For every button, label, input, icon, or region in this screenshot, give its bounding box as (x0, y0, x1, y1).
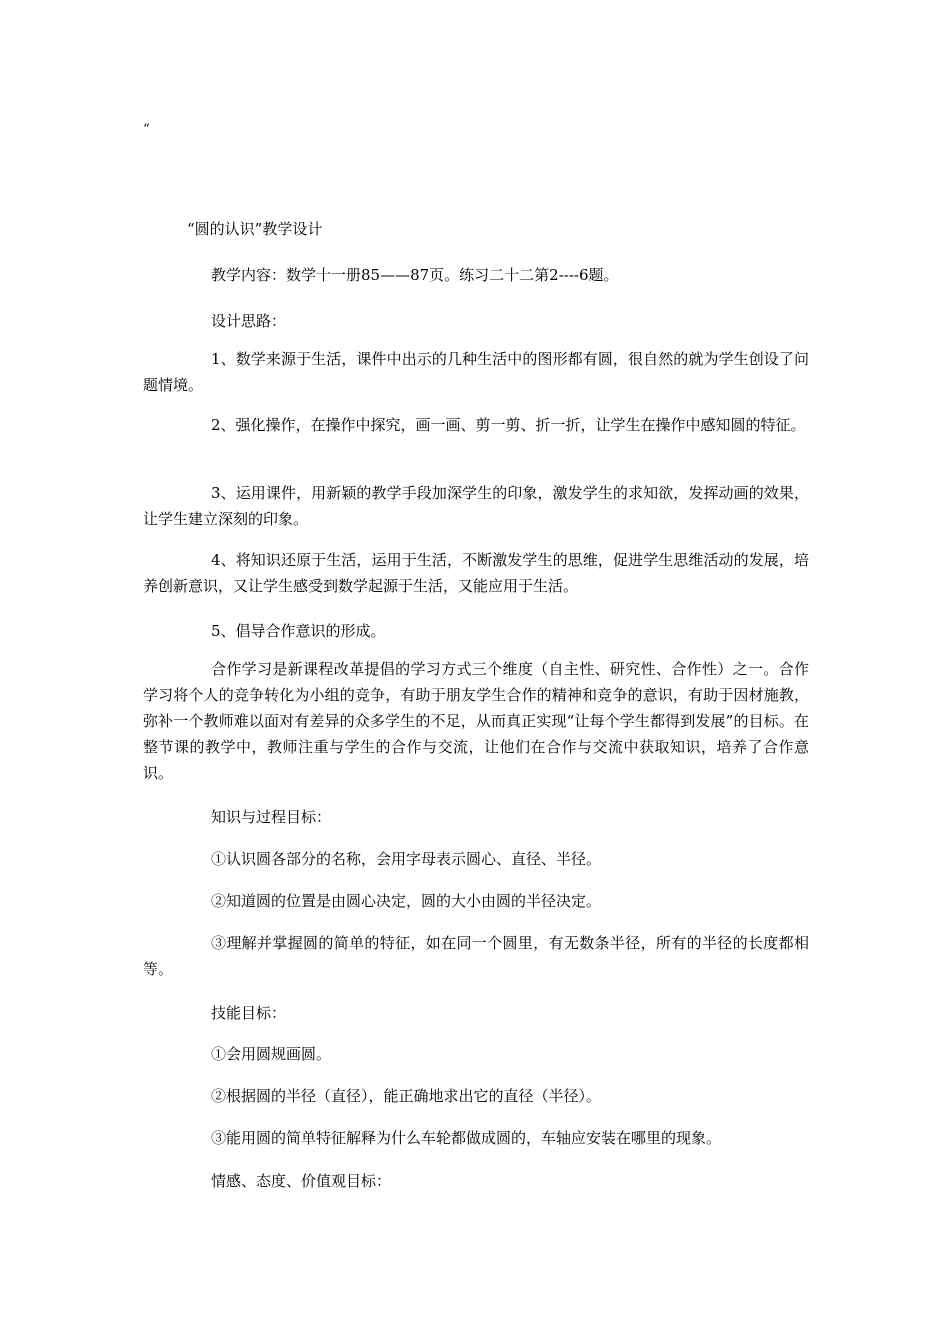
knowledge-goal-2: ②知道圆的位置是由圆心决定，圆的大小由圆的半径决定。 (211, 892, 602, 910)
design-idea-5: 5、倡导合作意识的形成。 (211, 622, 386, 640)
design-idea-1: 1、数学来源于生活，课件中出示的几种生活中的图形都有圆，很自然的就为学生创设了问题情境。 (143, 350, 809, 394)
skill-goal-1: ①会用圆规画圆。 (211, 1045, 332, 1063)
design-idea-4: 4、将知识还原于生活，运用于生活，不断激发学生的思维，促进学生思维活动的发展，培养创新意识，又让学生感受到数学起源于生活，又能应用于生活。 (143, 551, 809, 595)
cooperative-learning-paragraph: 合作学习是新课程改革提倡的学习方式三个维度（自主性、研究性、合作性）之一。合作学习将个人的竞争转化为小组的竞争，有助于朋友学生合作的精神和竞争的意识，有助于因材施教，弥补一个教师难以面对有差异的众多学生的不足，从而真正实现“让每个学生都得到发展”的目标。在整节课的教学中，教师注重与学生的合作与交流，让他们在合作与交流中获取知识，培养了合作意识。 (143, 660, 809, 782)
skill-goals-heading: 技能目标： (211, 1004, 287, 1022)
design-idea-3: 3、运用课件，用新颖的教学手段加深学生的印象，激发学生的求知欲，发挥动画的效果，让学生建立深刻的印象。 (143, 484, 809, 528)
skill-goal-2: ②根据圆的半径（直径），能正确地求出它的直径（半径）。 (211, 1087, 602, 1105)
document-title: “圆的认识”教学设计 (187, 220, 323, 238)
stray-quote-mark: “ (143, 122, 150, 137)
knowledge-goal-1: ①认识圆各部分的名称，会用字母表示圆心、直径、半径。 (211, 850, 602, 868)
design-ideas-heading: 设计思路： (211, 312, 287, 330)
knowledge-goal-3: ③理解并掌握圆的简单的特征，如在同一个圆里，有无数条半径，所有的半径的长度都相等。 (143, 934, 809, 978)
knowledge-goals-heading: 知识与过程目标： (211, 808, 332, 826)
teaching-content-paragraph: 教学内容：数学十一册85——87页。练习二十二第2----6题。 (211, 266, 619, 284)
emotion-goals-heading: 情感、态度、价值观目标： (211, 1172, 392, 1190)
design-idea-2: 2、强化操作，在操作中探究，画一画、剪一剪、折一折，让学生在操作中感知圆的特征。 (211, 416, 806, 434)
skill-goal-3: ③能用圆的简单特征解释为什么车轮都做成圆的，车轴应安装在哪里的现象。 (211, 1129, 722, 1147)
